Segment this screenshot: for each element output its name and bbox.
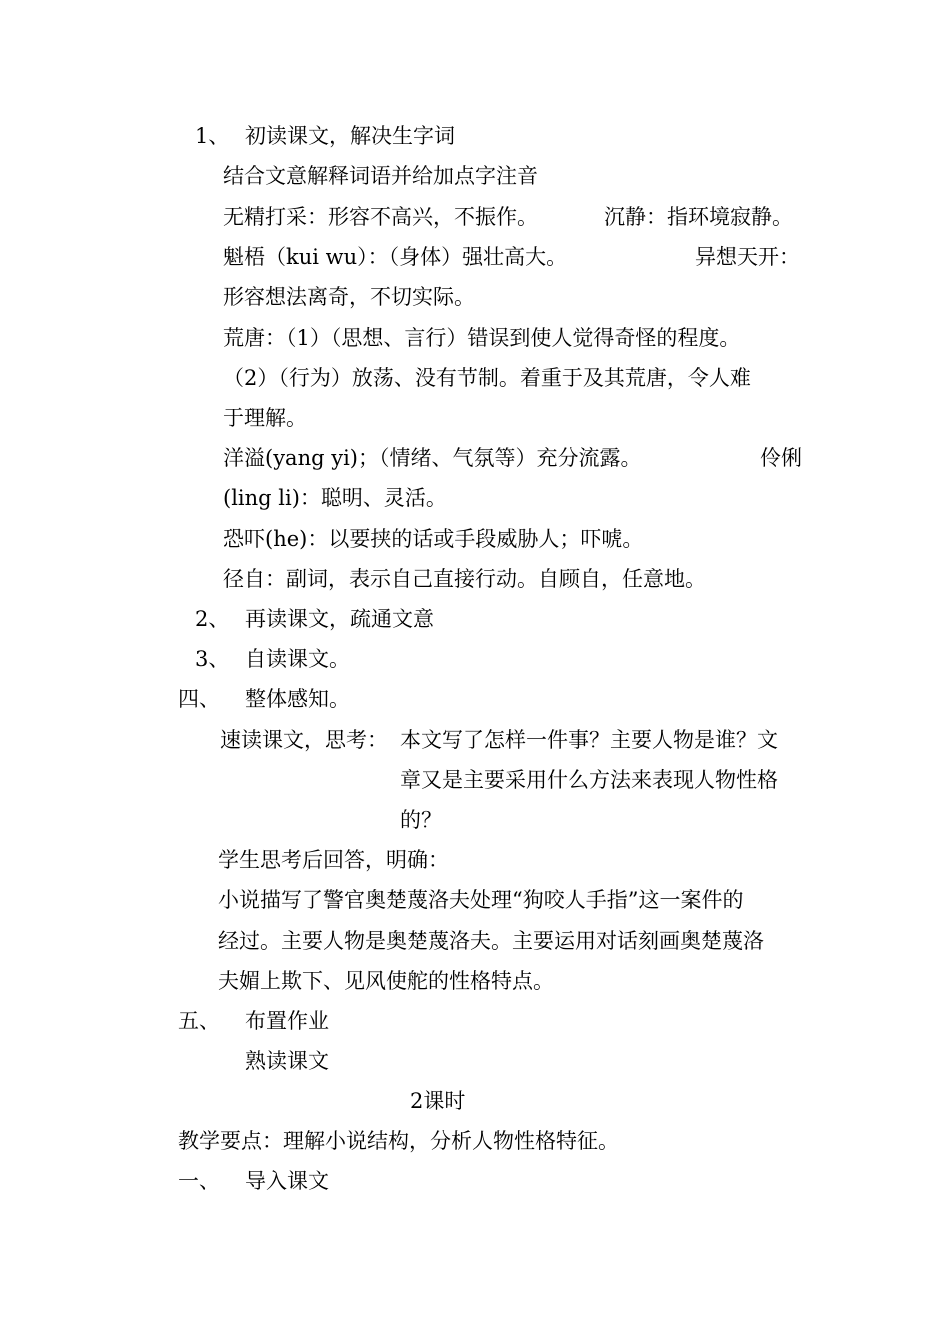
- paragraph: 经过。主要人物是奥楚蔑洛夫。主要运用对话刻画奥楚蔑洛: [218, 929, 764, 953]
- vocab-entry: 恐吓(he)：以要挟的话或手段威胁人；吓唬。: [223, 527, 644, 551]
- list-number: 1、: [195, 124, 230, 148]
- vocab-entry-continuation: 形容想法离奇，不切实际。: [223, 285, 475, 309]
- section-number: 四、: [178, 687, 220, 711]
- list-text: 再读课文，疏通文意: [245, 607, 434, 631]
- vocab-entry: 无精打采：形容不高兴，不振作。: [223, 205, 538, 229]
- question-label: 速读课文，思考：: [220, 728, 388, 752]
- section-title: 导入课文: [245, 1169, 329, 1193]
- list-text: 初读课文，解决生字词: [245, 124, 455, 148]
- paragraph: 结合文意解释词语并给加点字注音: [223, 164, 538, 188]
- vocab-entry: 荒唐：（1）（思想、言行）错误到使人觉得奇怪的程度。: [223, 326, 741, 350]
- list-number: 3、: [195, 647, 230, 671]
- question-text: 的？: [400, 808, 442, 832]
- list-text: 自读课文。: [245, 647, 350, 671]
- question-text: 本文写了怎样一件事？主要人物是谁？文: [400, 728, 778, 752]
- list-number: 2、: [195, 607, 230, 631]
- vocab-entry: 伶俐: [760, 446, 802, 470]
- section-title: 布置作业: [245, 1009, 329, 1033]
- vocab-entry-continuation: 于理解。: [223, 406, 307, 430]
- vocab-entry-continuation: （2）（行为）放荡、没有节制。着重于及其荒唐，令人难: [223, 366, 751, 390]
- lesson-heading: 2课时: [410, 1089, 466, 1113]
- vocab-entry: 沉静：指环境寂静。: [604, 205, 793, 229]
- paragraph: 小说描写了警官奥楚蔑洛夫处理“狗咬人手指”这一案件的: [218, 888, 744, 912]
- section-title: 整体感知。: [245, 687, 350, 711]
- vocab-entry: 洋溢(yang yi)；（情绪、气氛等）充分流露。: [223, 446, 642, 470]
- vocab-entry: 魁梧（kui wu）：（身体）强壮高大。: [223, 245, 568, 269]
- paragraph: 教学要点：理解小说结构，分析人物性格特征。: [178, 1129, 619, 1153]
- paragraph: 熟读课文: [245, 1049, 329, 1073]
- section-number: 五、: [178, 1009, 220, 1033]
- paragraph: 夫媚上欺下、见风使舵的性格特点。: [218, 969, 554, 993]
- paragraph: 学生思考后回答，明确：: [218, 848, 449, 872]
- section-number: 一、: [178, 1169, 220, 1193]
- question-text: 章又是主要采用什么方法来表现人物性格: [400, 768, 778, 792]
- vocab-entry-continuation: (ling li)：聪明、灵活。: [223, 486, 447, 510]
- vocab-entry: 异想天开：: [695, 245, 800, 269]
- vocab-entry: 径自：副词，表示自己直接行动。自顾自，任意地。: [223, 567, 706, 591]
